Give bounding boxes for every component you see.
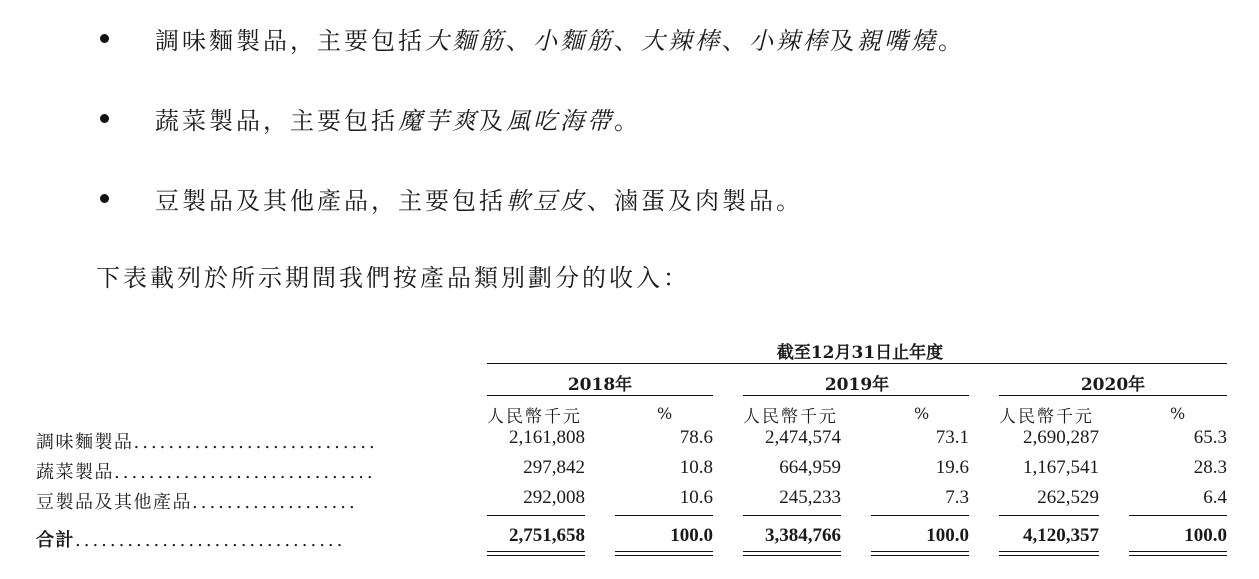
unit-label-2018: 人民幣千元 [487, 407, 582, 427]
amount-cell: 664,959 [779, 457, 841, 478]
total-double-rule [743, 551, 841, 556]
bullet-lead: 蔬菜製品，主要包括 [155, 106, 398, 135]
unit-label-2019: 人民幣千元 [743, 407, 838, 427]
amount-cell: 2,474,574 [765, 427, 841, 448]
connector-text: 及 [479, 106, 506, 135]
amount-cell: 4,120,357 [1023, 525, 1099, 546]
year-2020: 2020年 [1080, 375, 1146, 395]
subtotal-rule [871, 515, 969, 516]
pct-label-2019: % [914, 404, 930, 423]
amount-cell: 2,161,808 [509, 427, 585, 448]
percent-cell: 19.6 [935, 457, 969, 478]
year-rule-2020 [999, 395, 1227, 396]
product-name: 魔芋爽 [398, 106, 479, 135]
product-name: 風吃海帶 [506, 106, 614, 135]
subtotal-rule [1129, 515, 1227, 516]
bullet-lead: 調味麵製品，主要包括 [155, 26, 425, 55]
bullet-tail: 。 [938, 26, 965, 55]
row-label-text: 合計 [36, 530, 75, 551]
percent-cell: 10.6 [679, 487, 713, 508]
connector-text: 、滷蛋及肉製品 [587, 186, 776, 215]
header-rule [487, 363, 1227, 364]
percent-cell: 65.3 [1193, 427, 1227, 448]
percent-cell: 78.6 [679, 427, 713, 448]
row-label [36, 458, 376, 484]
bullet-dot-icon [100, 114, 109, 123]
percent-cell: 7.3 [945, 487, 969, 508]
product-name: 小麵筋 [533, 26, 614, 55]
bullet-dot-icon [100, 194, 109, 203]
product-name: 親嘴燒 [857, 26, 938, 55]
percent-cell: 28.3 [1193, 457, 1227, 478]
percent-cell: 100.0 [670, 525, 713, 546]
unit-label-2020: 人民幣千元 [999, 407, 1094, 427]
row-label [36, 428, 378, 454]
bullet-lead: 豆製品及其他產品，主要包括 [155, 186, 506, 215]
amount-cell: 297,842 [523, 457, 585, 478]
year-2019: 2019年 [824, 375, 890, 395]
bullet-tail: 。 [776, 186, 803, 215]
total-label [36, 526, 345, 552]
row-label-text: 調味麵製品 [36, 432, 134, 453]
period-header: 截至12月31日止年度 [776, 343, 944, 363]
bullet-tail: 。 [614, 106, 641, 135]
bullet-dot-icon [100, 34, 109, 43]
subtotal-rule [743, 515, 841, 516]
pct-label-2020: % [1170, 404, 1186, 423]
percent-cell: 100.0 [926, 525, 969, 546]
product-name: 大麵筋 [425, 26, 506, 55]
connector-text: 、 [614, 26, 641, 55]
dot-leader: ............................ [133, 432, 378, 453]
subtotal-rule [487, 515, 585, 516]
subtotal-rule [999, 515, 1099, 516]
dot-leader: .............................. [114, 462, 376, 483]
year-2018: 2018年 [567, 375, 633, 395]
amount-cell: 262,529 [1037, 487, 1099, 508]
percent-cell: 10.8 [679, 457, 713, 478]
intro-sentence: 下表載列於所示期間我們按產品類別劃分的收入： [96, 264, 690, 292]
amount-cell: 2,690,287 [1023, 427, 1099, 448]
total-double-rule [615, 551, 713, 556]
amount-cell: 2,751,658 [509, 525, 585, 546]
amount-cell: 292,008 [523, 487, 585, 508]
amount-cell: 3,384,766 [765, 525, 841, 546]
dot-leader: ............................... [75, 530, 346, 551]
connector-text: 及 [830, 26, 857, 55]
percent-cell: 100.0 [1184, 525, 1227, 546]
amount-cell: 1,167,541 [1023, 457, 1099, 478]
total-double-rule [999, 551, 1099, 556]
bullet-item [100, 98, 641, 138]
total-double-rule [487, 551, 585, 556]
connector-text: 、 [506, 26, 533, 55]
percent-cell: 6.4 [1203, 487, 1227, 508]
amount-cell: 245,233 [779, 487, 841, 508]
total-double-rule [1129, 551, 1227, 556]
year-rule-2018 [487, 395, 713, 396]
product-name: 小辣棒 [749, 26, 830, 55]
connector-text: 、 [722, 26, 749, 55]
row-label-text: 豆製品及其他產品 [36, 492, 192, 513]
bullet-item [100, 18, 965, 58]
percent-cell: 73.1 [935, 427, 969, 448]
dot-leader: ................... [192, 492, 358, 513]
row-label-text: 蔬菜製品 [36, 462, 114, 483]
product-name: 軟豆皮 [506, 186, 587, 215]
subtotal-rule [615, 515, 713, 516]
total-double-rule [871, 551, 969, 556]
row-label [36, 488, 358, 514]
pct-label-2018: % [657, 404, 673, 423]
year-rule-2019 [743, 395, 969, 396]
bullet-item [100, 178, 803, 218]
product-name: 大辣棒 [641, 26, 722, 55]
